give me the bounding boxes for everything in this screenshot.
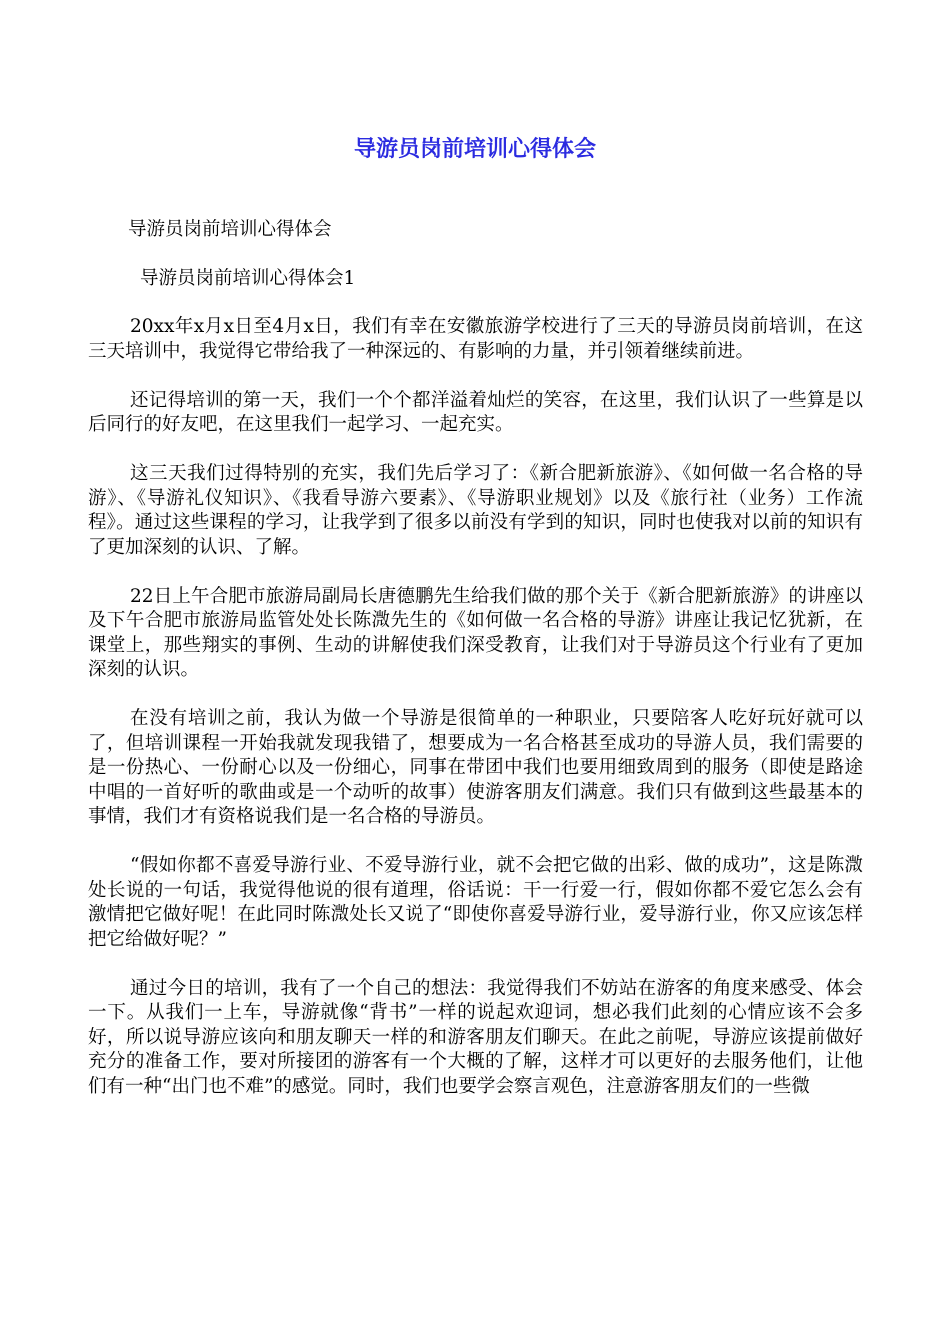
document-subtitle: 导游员岗前培训心得体会 bbox=[128, 219, 332, 240]
paragraph-5: 在没有培训之前，我认为做一个导游是很简单的一种职业，只要陪客人吃好玩好就可以了，但培训课程一开始我就发现我错了，想要成为一名合格甚至成功的导游人员，我们需要的是一份热心、一份耐心以及一份细心，同事在带团中我们也要用细致周到的服务（即使是路途中唱的一首好听的歌曲或是一个动听的故事）使游客朋友们满意。我们只有做到这些最基本的事情，我们才有资格说我们是一名合格的导游员。 bbox=[88, 708, 863, 827]
paragraph-1: 20xx年x月x日至4月x日，我们有幸在安徽旅游学校进行了三天的导游员岗前培训，在这三天培训中，我觉得它带给我了一种深远的、有影响的力量，并引领着继续前进。 bbox=[88, 316, 863, 362]
section-heading: 导游员岗前培训心得体会1 bbox=[140, 267, 356, 289]
paragraph-6: “假如你都不喜爱导游行业、不爱导游行业，就不会把它做的出彩、做的成功”，这是陈溦处长说的一句话，我觉得他说的很有道理，俗话说：干一行爱一行，假如你都不爱它怎么会有激情把它做好呢！在此同时陈溦处长又说了“即使你喜爱导游行业，爱导游行业，你又应该怎样把它给做好呢？” bbox=[88, 855, 863, 950]
document-title: 导游员岗前培训心得体会 bbox=[353, 137, 596, 162]
document-body bbox=[88, 218, 863, 1124]
paragraph-7: 通过今日的培训，我有了一个自己的想法：我觉得我们不妨站在游客的角度来感受、体会一下。从我们一上车，导游就像“背书”一样的说起欢迎词，想必我们此刻的心情应该不会多好，所以说导游应该向和朋友聊天一样的和游客朋友们聊天。在此之前呢，导游应该提前做好充分的准备工作，要对所接团的游客有一个大概的了解，这样才可以更好的去服务他们，让他们有一种“出门也不难”的感觉。同时，我们也要学会察言观色，注意游客朋友们的一些微 bbox=[88, 977, 863, 1097]
paragraph-3: 这三天我们过得特别的充实，我们先后学习了：《新合肥新旅游》、《如何做一名合格的导游》、《导游礼仪知识》、《我看导游六要素》、《导游职业规划》以及《旅行社（业务）工作流程》。通过这些课程的学习，让我学到了很多以前没有学到的知识，同时也使我对以前的知识有了更加深刻的认识、了解。 bbox=[88, 463, 863, 558]
paragraph-4: 22日上午合肥市旅游局副局长唐德鹏先生给我们做的那个关于《新合肥新旅游》的讲座以及下午合肥市旅游局监管处处长陈溦先生的《如何做一名合格的导游》讲座让我记忆犹新，在课堂上，那些翔实的事例、生动的讲解使我们深受教育，让我们对于导游员这个行业有了更加深刻的认识。 bbox=[88, 585, 863, 680]
paragraph-2: 还记得培训的第一天，我们一个个都洋溢着灿烂的笑容，在这里，我们认识了一些算是以后同行的好友吧，在这里我们一起学习、一起充实。 bbox=[88, 389, 863, 435]
